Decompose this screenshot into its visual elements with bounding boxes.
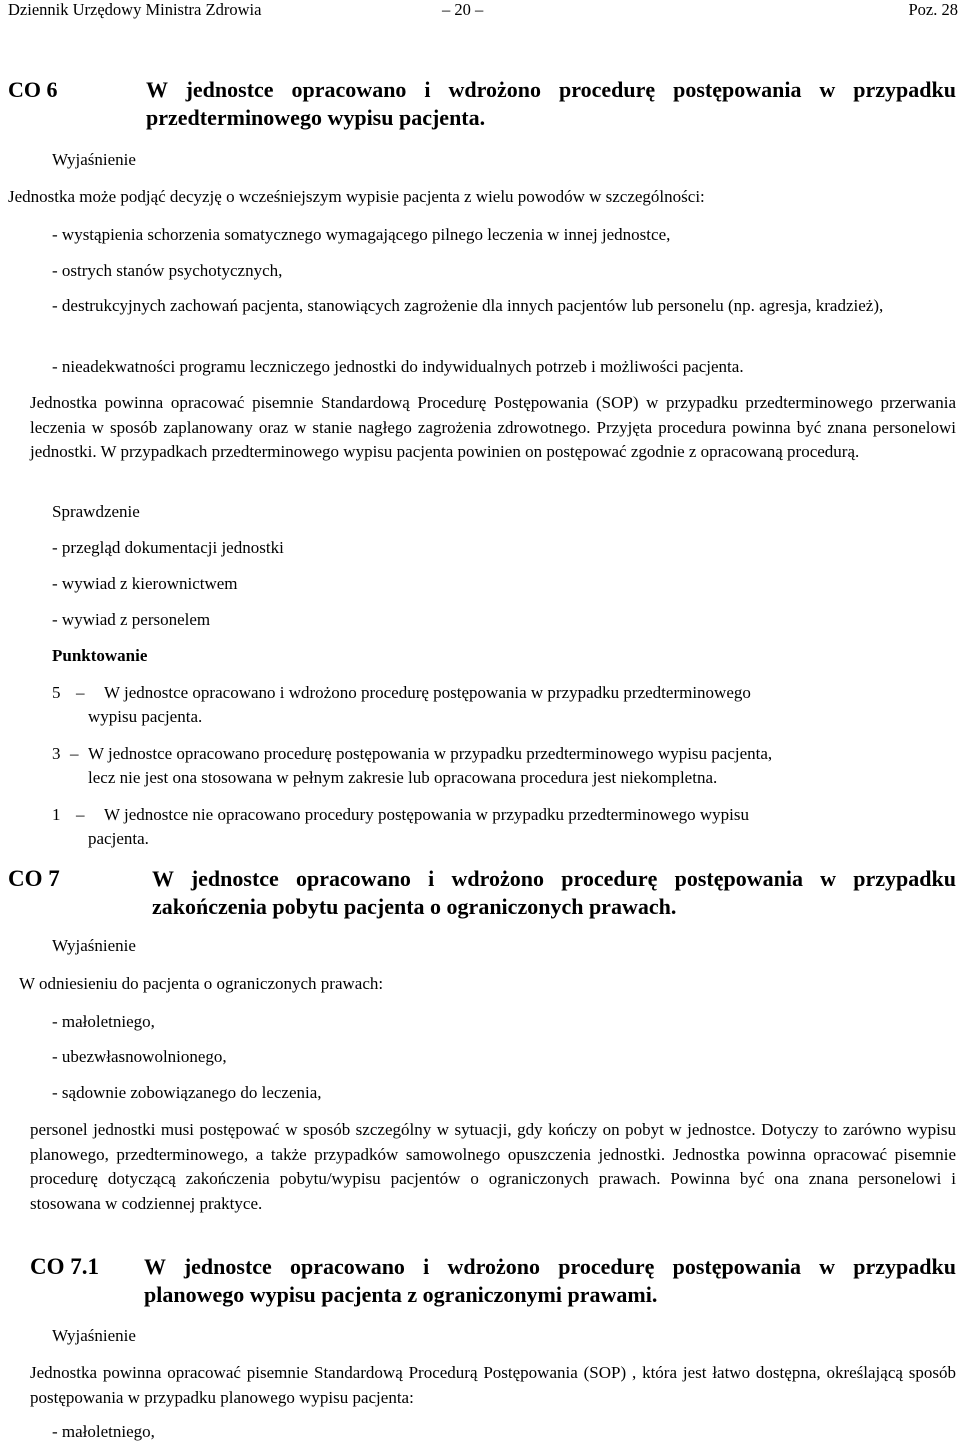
co6-intro: Jednostka może podjąć decyzję o wcześniejszym wypisie pacjenta z wielu powodów w szczególności: xyxy=(8,187,705,206)
co6-explanation-label: Wyjaśnienie xyxy=(52,150,136,169)
co7-intro: W odniesieniu do pacjenta o ograniczonych prawach: xyxy=(19,974,384,993)
co7-heading xyxy=(8,865,956,925)
co6-code: CO 6 xyxy=(8,77,58,102)
score-number: 1 xyxy=(52,805,61,824)
co7-bullet: - małoletniego, xyxy=(52,1012,155,1031)
header-page-number: – 20 – xyxy=(442,0,484,19)
co71-explanation-label: Wyjaśnienie xyxy=(52,1326,136,1345)
co6-check-item: - przegląd dokumentacji jednostki xyxy=(52,538,284,557)
co6-scoring-label: Punktowanie xyxy=(52,646,148,665)
co6-check-label: Sprawdzenie xyxy=(52,502,140,521)
score-text-continued: wypisu pacjenta. xyxy=(88,707,203,726)
co7-paragraph: personel jednostki musi postępować w sposób szczególny w sytuacji, gdy kończy on pobyt w jednostce. Dotyczy to zarówno wypisu planowego, przedterminowego, a także przypadków samowolnego opuszczenia jednostki. Jednostka powinna opracować pisemnie procedurę dotyczącą zakończenia pobytu/wypisu pacjentów o ograniczonych prawach. Powinna być ona znana personelowi i stosowana w codziennej praktyce. xyxy=(30,1120,956,1213)
co71-code: CO 7.1 xyxy=(30,1254,99,1279)
co7-code: CO 7 xyxy=(8,866,60,891)
header-position: Poz. 28 xyxy=(908,0,958,19)
co6-bullet: - nieadekwatności programu leczniczego jednostki do indywidualnych potrzeb i możliwości pacjenta. xyxy=(52,357,744,376)
co71-paragraph: Jednostka powinna opracować pisemnie Standardową Procedurą Postępowania (SOP) , która jest łatwo dostępna, określającą sposób postępowania w przypadku planowego wypisu pacjenta: xyxy=(30,1363,956,1407)
co71-heading xyxy=(30,1253,956,1313)
co6-check-item: - wywiad z kierownictwem xyxy=(52,574,238,593)
co6-bullet: - wystąpienia schorzenia somatycznego wymagającego pilnego leczenia w innej jednostce, xyxy=(52,225,671,244)
co6-score-item: 1 – W jednostce nie opracowano procedury postępowania w przypadku przedterminowego wypisu pacjenta. xyxy=(52,803,956,853)
co6-score-item: 3 – W jednostce opracowano procedurę postępowania w przypadku przedterminowego wypisu pacjenta, lecz nie jest ona stosowana w pełnym zakresie lub opracowana procedura jest niekompletna. xyxy=(52,742,956,792)
score-text: W jednostce opracowano procedurę postępowania w przypadku przedterminowego wypisu pacjenta, xyxy=(88,744,773,763)
score-text: W jednostce nie opracowano procedury postępowania w przypadku przedterminowego wypisu xyxy=(104,805,750,824)
score-text: W jednostce opracowano i wdrożono procedurę postępowania w przypadku przedterminowego xyxy=(104,683,751,702)
co6-title: W jednostce opracowano i wdrożono procedurę postępowania w przypadku przedterminowego wypisu pacjenta. xyxy=(146,77,956,130)
co7-bullet: - ubezwłasnowolnionego, xyxy=(52,1047,227,1066)
score-text-continued: lecz nie jest ona stosowana w pełnym zakresie lub opracowana procedura jest niekompletna. xyxy=(88,768,718,787)
header-journal-name: Dziennik Urzędowy Ministra Zdrowia xyxy=(8,0,262,19)
score-number: 5 xyxy=(52,683,61,702)
co6-score-item: 5 – W jednostce opracowano i wdrożono procedurę postępowania w przypadku przedterminowego wypisu pacjenta. xyxy=(52,681,956,731)
co71-title: W jednostce opracowano i wdrożono procedurę postępowania w przypadku planowego wypisu pacjenta z ograniczonymi prawami. xyxy=(144,1254,956,1307)
co7-explanation-label: Wyjaśnienie xyxy=(52,936,136,955)
co6-paragraph: Jednostka powinna opracować pisemnie Standardową Procedurę Postępowania (SOP) w przypadku przedterminowego przerwania leczenia w sposób zaplanowany oraz w stanie nagłego zagrożenia zdrowotnego. Przyjęta procedura powinna być znana personelowi jednostki. W przypadkach przedterminowego wypisu pacjenta powinien on postępować zgodnie z opracowaną procedurą. xyxy=(30,393,956,461)
co6-bullet: - ostrych stanów psychotycznych, xyxy=(52,261,283,280)
co7-title: W jednostce opracowano i wdrożono procedurę postępowania w przypadku zakończenia pobytu pacjenta o ograniczonych prawach. xyxy=(152,866,956,919)
page-header xyxy=(8,0,960,22)
co7-bullet: - sądownie zobowiązanego do leczenia, xyxy=(52,1083,322,1102)
co6-bullet: - destrukcyjnych zachowań pacjenta, stanowiących zagrożenie dla innych pacjentów lub personelu (np. agresja, kradzież), xyxy=(52,296,884,315)
co6-check-item: - wywiad z personelem xyxy=(52,610,211,629)
score-number: 3 xyxy=(52,744,61,763)
co6-heading xyxy=(8,76,956,136)
co71-bullet: - małoletniego, xyxy=(52,1422,155,1441)
score-text-continued: pacjenta. xyxy=(88,829,149,848)
